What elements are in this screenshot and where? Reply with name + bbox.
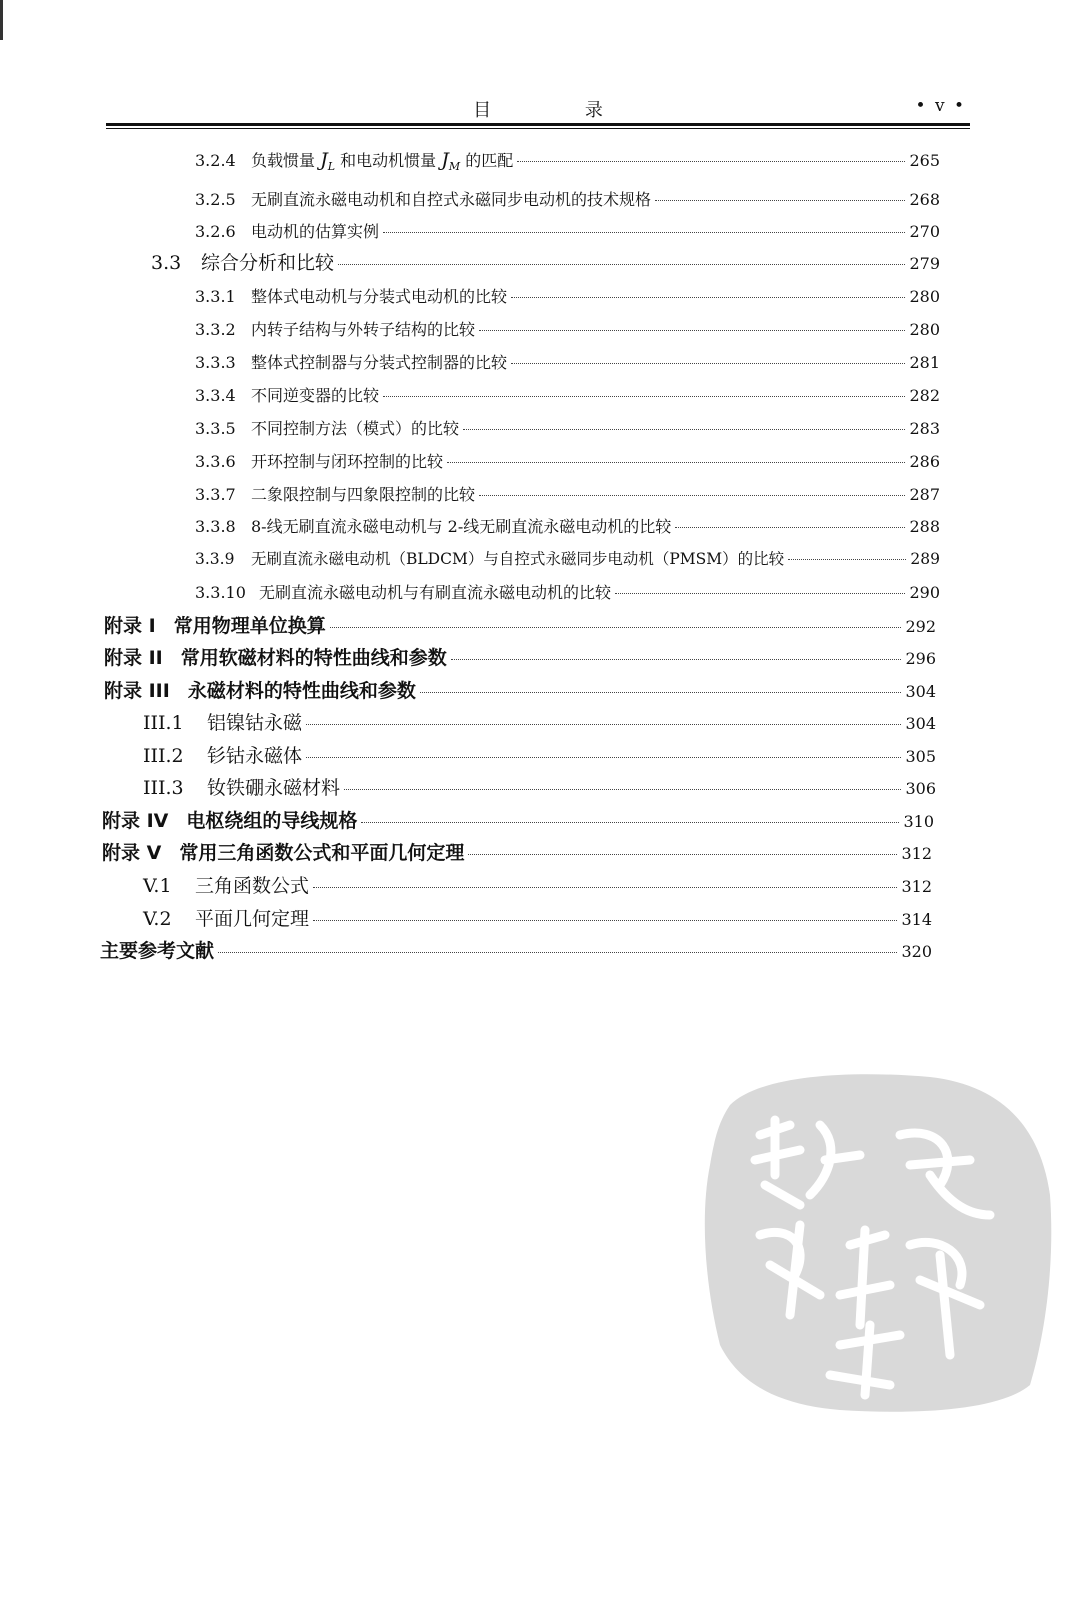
dot-leader [447,462,905,463]
toc-entry-title: 常用物理单位换算 [173,615,326,637]
toc-entry-title: 不同逆变器的比较 [251,386,380,405]
toc-entry-appendix-1[interactable] [104,611,936,638]
toc-entry-title: 不同控制方法（模式）的比较 [251,419,460,438]
dot-leader [655,200,905,201]
toc-entry-appendix-3[interactable] [104,676,936,703]
dot-leader [788,559,906,560]
dot-leader [517,161,905,162]
dot-leader [344,789,901,790]
toc-entry-number: III.3 [143,777,184,799]
toc-entry-3-3-5[interactable] [195,416,940,439]
dot-leader [468,854,897,855]
toc-entry-page: 286 [909,452,940,471]
title-part: 的匹配 [460,151,514,170]
toc-entry-page: 270 [909,222,940,241]
header-rule-thick [106,123,970,126]
toc-entry-number: V.1 [143,875,172,897]
toc-entry-title [251,148,513,173]
title-part: 负载惯量 [251,151,321,170]
page-header [106,96,970,126]
toc-entry-number: 3.3.9 [195,550,235,568]
toc-entry-3-3-10[interactable] [195,580,940,603]
toc-entry-title: 整体式电动机与分装式电动机的比较 [251,287,508,306]
toc-entry-3-3-4[interactable] [195,383,940,406]
toc-entry-page: 282 [909,386,940,405]
symbol-j-load: J [320,149,328,171]
toc-entry-number: III.1 [143,712,184,734]
dot-leader [511,363,905,364]
toc-entry-page: 279 [909,254,940,273]
toc-entry-page: 280 [909,320,940,339]
toc-entry-title: 综合分析和比较 [201,252,335,274]
toc-entry-number: 3.3.5 [195,419,236,438]
toc-entry-appendix-2[interactable] [104,643,936,670]
toc-entry-number: V.2 [143,908,172,930]
toc-entry-number: 3.2.5 [195,190,236,209]
toc-entry-page: 283 [909,419,940,438]
toc-entry-iii-1[interactable] [143,708,936,735]
toc-entry-appendix-5[interactable] [102,838,932,865]
toc-entry-number: 3.3.7 [195,485,236,504]
toc-entry-3-2-5[interactable] [195,187,940,210]
library-seal-watermark [700,1065,1055,1415]
toc-entry-page: 305 [905,747,936,766]
toc-entry-3-3-9[interactable] [195,547,940,569]
toc-entry-number: 3.3.4 [195,386,236,405]
toc-entry-page: 268 [909,190,940,209]
toc-entry-page: 288 [909,517,940,536]
toc-entry-3-3-6[interactable] [195,449,940,472]
toc-entry-number: 附录 I [104,615,156,637]
toc-entry-title: 内转子结构与外转子结构的比较 [251,320,476,339]
toc-entry-number: 3.3.3 [195,353,236,372]
dot-leader [383,232,905,233]
dot-leader [463,429,905,430]
toc-entry-number: 3.3.2 [195,320,236,339]
toc-entry-title: 平面几何定理 [195,908,310,930]
toc-entry-3-3[interactable] [151,248,940,275]
toc-entry-3-3-1[interactable] [195,284,940,307]
toc-entry-page: 312 [901,844,932,863]
toc-entry-3-3-7[interactable] [195,482,940,505]
toc-entry-page: 310 [903,812,934,831]
toc-entry-page: 304 [905,682,936,701]
dot-leader [361,822,899,823]
toc-entry-title: 钐钴永磁体 [207,745,303,767]
toc-entry-page: 312 [901,877,932,896]
toc-entry-3-2-6[interactable] [195,219,940,242]
header-page-number: • v • [915,96,966,116]
toc-entry-page: 287 [909,485,940,504]
toc-entry-number: 附录 V [102,842,162,864]
toc-entry-page: 292 [905,617,936,636]
toc-entry-iii-2[interactable] [143,741,936,768]
dot-leader [306,757,901,758]
toc-entry-title: 整体式控制器与分装式控制器的比较 [251,353,508,372]
dot-leader [313,920,897,921]
toc-entry-title: 无刷直流永磁电动机与有刷直流永磁电动机的比较 [259,583,612,602]
dot-leader [451,659,902,660]
toc-entry-number: 3.3.8 [195,517,236,536]
dot-leader [306,724,901,725]
toc-entry-number: 附录 III [104,680,170,702]
toc-entry-page: 314 [901,910,932,929]
dot-leader [338,264,905,265]
dot-leader [330,627,902,628]
toc-entry-references[interactable] [100,936,932,963]
dot-leader [615,593,905,594]
toc-entry-title: 永磁材料的特性曲线和参数 [187,680,416,702]
toc-entry-3-3-8[interactable] [195,514,940,537]
dot-leader [218,952,897,953]
title-part: 和电动机惯量 [335,151,442,170]
dot-leader [479,495,905,496]
dot-leader [420,692,902,693]
toc-entry-title: 开环控制与闭环控制的比较 [251,452,444,471]
dot-leader [383,396,905,397]
toc-entry-number: 3.2.6 [195,222,236,241]
subscript-l: L [327,160,336,174]
toc-entry-3-3-2[interactable] [195,317,940,340]
toc-entry-iii-3[interactable] [143,773,936,800]
toc-entry-number: 3.3 [151,252,182,274]
toc-entry-page: 289 [910,550,940,568]
toc-entry-title: 钕铁硼永磁材料 [207,777,341,799]
toc-entry-number: 附录 II [104,647,163,669]
toc-entry-number: 附录 IV [102,810,169,832]
seal-shape [705,1074,1052,1412]
toc-entry-page: 290 [909,583,940,602]
toc-entry-number: 3.2.4 [195,151,236,170]
toc-entry-page: 296 [905,649,936,668]
header-title: 目 录 [473,100,647,121]
toc-entry-title: 常用软磁材料的特性曲线和参数 [180,647,447,669]
dot-leader [313,887,897,888]
dot-leader [511,297,905,298]
toc-entry-appendix-4[interactable] [102,806,934,833]
toc-entry-page: 304 [905,714,936,733]
toc-entry-title: 电枢绕组的导线规格 [186,810,358,832]
binding-edge-mark [0,0,3,40]
toc-entry-page: 280 [909,287,940,306]
toc-entry-number: 3.3.1 [195,287,236,306]
dot-leader [479,330,905,331]
header-rule-thin [106,128,970,129]
dot-leader [675,527,905,528]
toc-entry-3-3-3[interactable] [195,350,940,373]
toc-entry-page: 320 [901,942,932,961]
toc-entry-page: 281 [909,353,940,372]
toc-entry-title: 常用三角函数公式和平面几何定理 [179,842,465,864]
toc-entry-title: 二象限控制与四象限控制的比较 [251,485,476,504]
toc-entry-title: 无刷直流永磁电动机（BLDCM）与自控式永磁同步电动机（PMSM）的比较 [251,550,785,568]
toc-entry-title: 铝镍钴永磁 [207,712,303,734]
toc-entry-v-1[interactable] [143,871,932,898]
toc-entry-page: 265 [909,151,940,170]
toc-entry-number: 3.3.10 [195,583,246,602]
symbol-j-motor: J [441,149,449,171]
toc-entry-number: 3.3.6 [195,452,236,471]
toc-entry-number: III.2 [143,745,184,767]
toc-entry-v-2[interactable] [143,904,932,931]
subscript-m: M [448,160,461,174]
toc-entry-title: 无刷直流永磁电动机和自控式永磁同步电动机的技术规格 [251,190,652,209]
toc-entry-title: 主要参考文献 [100,940,215,962]
toc-entry-title: 电动机的估算实例 [251,222,380,241]
toc-entry-page: 306 [905,779,936,798]
toc-entry-title: 三角函数公式 [195,875,310,897]
toc-entry-title: 8-线无刷直流永磁电动机与 2-线无刷直流永磁电动机的比较 [251,517,672,536]
toc-entry-3-2-4[interactable] [195,148,940,173]
